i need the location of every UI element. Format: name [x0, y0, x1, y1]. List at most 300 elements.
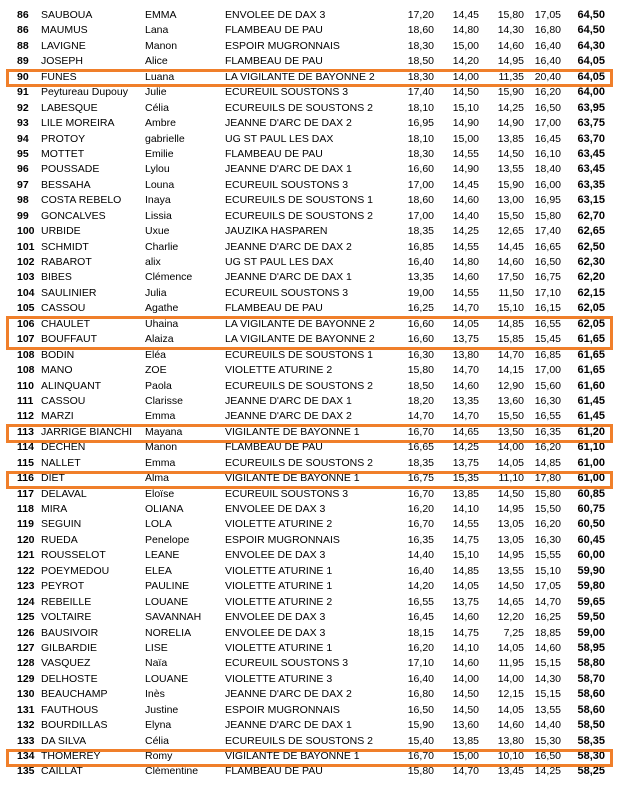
table-row — [0, 116, 617, 131]
cell-first: Clarisse — [145, 394, 183, 407]
cell-s2: 14,50 — [452, 703, 479, 716]
cell-s1: 14,40 — [407, 549, 434, 562]
cell-s4: 16,65 — [534, 240, 561, 253]
cell-club: ECUREUILS DE SOUSTONS 2 — [225, 209, 374, 222]
cell-total: 62,30 — [577, 256, 605, 268]
cell-club: LA VIGILANTE DE BAYONNE 2 — [225, 70, 375, 83]
cell-club: VIGILANTE DE BAYONNE 1 — [225, 750, 360, 762]
cell-s1: 16,25 — [407, 302, 434, 315]
cell-s1: 16,35 — [407, 533, 434, 546]
cell-total: 60,85 — [577, 487, 605, 500]
cell-s3: 13,55 — [497, 564, 524, 577]
cell-s2: 14,05 — [452, 317, 479, 330]
cell-total: 58,30 — [577, 750, 605, 762]
cell-total: 61,00 — [577, 456, 605, 469]
cell-last: NALLET — [41, 456, 81, 469]
cell-last: SAUBOUA — [41, 9, 93, 21]
cell-s4: 16,50 — [534, 101, 561, 114]
cell-total: 59,65 — [577, 595, 605, 608]
cell-club: ESPOIR MUGRONNAIS — [225, 39, 340, 52]
cell-s1: 18,20 — [407, 394, 434, 407]
cell-s3: 13,50 — [497, 425, 524, 438]
table-row — [0, 703, 617, 718]
cell-s4: 14,40 — [534, 719, 561, 732]
cell-rank: 96 — [17, 163, 29, 176]
cell-s3: 14,95 — [497, 503, 524, 515]
cell-last: ROUSSELOT — [41, 549, 106, 562]
cell-first: Emma — [145, 410, 176, 423]
table-row — [0, 672, 617, 687]
cell-first: Uhaina — [145, 317, 179, 330]
cell-s2: 15,10 — [452, 549, 479, 562]
cell-total: 59,90 — [577, 564, 605, 577]
cell-last: URBIDE — [41, 225, 81, 238]
cell-total: 63,75 — [577, 117, 605, 130]
cell-total: 61,65 — [577, 364, 605, 377]
cell-s3: 7,25 — [503, 626, 524, 639]
table-row — [0, 317, 617, 332]
cell-s3: 12,15 — [497, 688, 524, 701]
cell-s2: 14,45 — [452, 9, 479, 21]
cell-s2: 13,85 — [452, 734, 479, 747]
cell-s3: 14,05 — [497, 456, 524, 469]
cell-club: ECUREUIL SOUSTONS 3 — [225, 657, 349, 670]
cell-last: DELAVAL — [41, 487, 87, 500]
table-row — [0, 255, 617, 270]
cell-s1: 16,60 — [407, 163, 434, 176]
table-row — [0, 656, 617, 671]
cell-last: LILE MOREIRA — [41, 117, 115, 130]
cell-s3: 14,05 — [497, 641, 524, 654]
cell-s2: 15,00 — [452, 39, 479, 52]
cell-total: 61,65 — [577, 348, 605, 361]
cell-s1: 15,90 — [407, 719, 434, 732]
cell-s2: 14,90 — [452, 163, 479, 176]
table-row — [0, 332, 617, 347]
cell-s3: 14,60 — [497, 39, 524, 52]
cell-total: 60,75 — [577, 503, 605, 515]
cell-s2: 14,90 — [452, 117, 479, 130]
cell-total: 58,60 — [577, 703, 605, 716]
cell-club: ESPOIR MUGRONNAIS — [225, 703, 340, 716]
cell-last: CASSOU — [41, 394, 86, 407]
cell-total: 60,45 — [577, 533, 605, 546]
cell-s4: 20,40 — [534, 70, 561, 83]
cell-last: GILBARDIE — [41, 641, 98, 654]
table-row — [0, 425, 617, 440]
cell-rank: 131 — [17, 703, 35, 716]
cell-s3: 13,45 — [497, 765, 524, 778]
table-row — [0, 471, 617, 486]
cell-s1: 16,20 — [407, 503, 434, 515]
cell-s3: 14,90 — [497, 117, 524, 130]
cell-last: BODIN — [41, 348, 75, 361]
cell-s1: 18,30 — [407, 39, 434, 52]
cell-s4: 18,85 — [534, 626, 561, 639]
cell-last: COSTA REBELO — [41, 194, 122, 207]
cell-first: Mayana — [145, 425, 183, 438]
cell-total: 59,00 — [577, 626, 605, 639]
cell-club: ENVOLEE DE DAX 3 — [225, 626, 326, 639]
table-row — [0, 70, 617, 85]
cell-last: VOLTAIRE — [41, 611, 92, 624]
cell-s1: 16,85 — [407, 240, 434, 253]
cell-club: ECUREUIL SOUSTONS 3 — [225, 487, 349, 500]
cell-rank: 114 — [17, 441, 34, 454]
cell-first: Inès — [145, 688, 165, 701]
cell-s4: 14,70 — [534, 595, 561, 608]
cell-s3: 13,00 — [497, 194, 524, 207]
cell-total: 60,00 — [577, 549, 605, 562]
cell-s3: 13,80 — [497, 734, 524, 747]
cell-s1: 14,70 — [407, 410, 434, 423]
cell-s2: 14,60 — [452, 611, 479, 624]
cell-club: ECUREUILS DE SOUSTONS 2 — [225, 734, 374, 747]
cell-last: POEYMEDOU — [41, 564, 110, 577]
table-row — [0, 85, 617, 100]
cell-rank: 94 — [17, 132, 29, 145]
cell-club: VIOLETTE ATURINE 1 — [225, 641, 333, 654]
cell-s2: 14,05 — [452, 580, 479, 593]
table-row — [0, 687, 617, 702]
table-row — [0, 209, 617, 224]
cell-total: 63,45 — [577, 147, 605, 160]
cell-club: ENVOLEE DE DAX 3 — [225, 503, 326, 515]
cell-s2: 14,10 — [452, 503, 479, 515]
cell-rank: 124 — [17, 595, 35, 608]
cell-rank: 135 — [17, 765, 35, 778]
cell-s3: 14,95 — [497, 55, 524, 68]
cell-rank: 88 — [17, 39, 29, 52]
cell-last: MARZI — [41, 410, 74, 423]
cell-first: Elyna — [145, 719, 172, 732]
table-row — [0, 193, 617, 208]
cell-s3: 14,60 — [497, 256, 524, 268]
cell-s4: 16,75 — [534, 271, 561, 284]
cell-first: Agathe — [145, 302, 179, 315]
cell-s3: 14,00 — [497, 441, 524, 454]
cell-last: PROTOY — [41, 132, 86, 145]
cell-first: Alaiza — [145, 333, 174, 346]
cell-s3: 15,50 — [497, 410, 524, 423]
table-row — [0, 379, 617, 394]
cell-rank: 99 — [17, 209, 29, 222]
cell-s4: 15,10 — [534, 564, 561, 577]
cell-total: 63,45 — [577, 163, 605, 176]
cell-total: 61,45 — [577, 394, 605, 407]
cell-s2: 14,20 — [452, 55, 479, 68]
cell-last: LAVIGNE — [41, 39, 86, 52]
cell-club: JEANNE D'ARC DE DAX 2 — [225, 410, 352, 423]
cell-s1: 16,70 — [407, 425, 434, 438]
cell-last: Peytureau Dupouy — [41, 86, 128, 99]
cell-total: 58,70 — [577, 672, 605, 685]
table-row — [0, 147, 617, 162]
cell-rank: 115 — [17, 456, 34, 469]
cell-rank: 92 — [17, 101, 29, 114]
cell-last: SCHMIDT — [41, 240, 89, 253]
table-row — [0, 363, 617, 378]
cell-s4: 14,60 — [534, 641, 561, 654]
cell-club: ENVOLEE DE DAX 3 — [225, 9, 326, 21]
cell-s2: 14,80 — [452, 256, 479, 268]
cell-s1: 16,20 — [407, 641, 434, 654]
cell-s1: 16,55 — [407, 595, 434, 608]
cell-rank: 105 — [17, 302, 35, 315]
cell-rank: 89 — [17, 55, 29, 68]
cell-s2: 14,60 — [452, 271, 479, 284]
cell-s4: 16,20 — [534, 86, 561, 99]
table-row — [0, 286, 617, 301]
cell-s3: 14,00 — [497, 672, 524, 685]
cell-s3: 13,05 — [497, 518, 524, 531]
cell-rank: 95 — [17, 147, 29, 160]
cell-first: Uxue — [145, 225, 170, 238]
table-row — [0, 517, 617, 532]
cell-club: FLAMBEAU DE PAU — [225, 24, 323, 37]
cell-total: 64,30 — [577, 39, 605, 52]
cell-s1: 16,60 — [407, 333, 434, 346]
cell-s3: 17,50 — [497, 271, 524, 284]
cell-last: MAUMUS — [41, 24, 88, 37]
cell-s1: 18,10 — [407, 101, 434, 114]
cell-first: Lissia — [145, 209, 172, 222]
cell-last: MOTTET — [41, 147, 85, 160]
table-row — [0, 224, 617, 239]
cell-last: BAUSIVOIR — [41, 626, 99, 639]
cell-s3: 14,50 — [497, 580, 524, 593]
cell-club: JEANNE D'ARC DE DAX 2 — [225, 688, 352, 701]
cell-s3: 10,10 — [497, 750, 524, 762]
cell-s1: 15,40 — [407, 734, 434, 747]
cell-s2: 13,80 — [452, 348, 479, 361]
cell-s1: 17,40 — [407, 86, 434, 99]
cell-s4: 14,25 — [534, 765, 561, 778]
table-row — [0, 548, 617, 563]
cell-last: DECHEN — [41, 441, 86, 454]
cell-last: CHAULET — [41, 317, 91, 330]
cell-rank: 102 — [17, 256, 35, 268]
cell-s1: 15,80 — [407, 364, 434, 377]
cell-s4: 16,95 — [534, 194, 561, 207]
cell-s2: 14,25 — [452, 225, 479, 238]
table-row — [0, 301, 617, 316]
cell-s1: 13,35 — [407, 271, 434, 284]
cell-first: Louna — [145, 178, 175, 191]
cell-rank: 123 — [17, 580, 35, 593]
cell-last: FUNES — [41, 70, 77, 83]
table-row — [0, 348, 617, 363]
cell-s4: 16,00 — [534, 178, 561, 191]
cell-s1: 16,70 — [407, 750, 434, 762]
cell-first: Charlie — [145, 240, 179, 253]
cell-rank: 133 — [17, 734, 35, 747]
cell-total: 58,35 — [577, 734, 605, 747]
cell-s4: 16,15 — [534, 302, 561, 315]
table-row — [0, 132, 617, 147]
cell-rank: 125 — [17, 611, 35, 624]
cell-first: LOLA — [145, 518, 172, 531]
cell-first: Lylou — [145, 163, 170, 176]
cell-s4: 16,20 — [534, 441, 561, 454]
cell-s1: 18,15 — [407, 626, 434, 639]
cell-rank: 128 — [17, 657, 35, 670]
cell-rank: 119 — [17, 518, 34, 531]
cell-first: Penelope — [145, 533, 190, 546]
cell-first: LOUANE — [145, 672, 189, 685]
cell-total: 64,00 — [577, 86, 605, 99]
cell-total: 61,10 — [577, 441, 605, 454]
cell-s2: 14,70 — [452, 410, 479, 423]
cell-s2: 14,50 — [452, 688, 479, 701]
cell-s3: 13,05 — [497, 533, 524, 546]
cell-rank: 107 — [17, 333, 35, 346]
cell-last: REBEILLE — [41, 595, 92, 608]
cell-rank: 90 — [17, 70, 29, 83]
cell-club: ECUREUILS DE SOUSTONS 2 — [225, 456, 374, 469]
cell-first: PAULINE — [145, 580, 190, 593]
cell-s2: 14,10 — [452, 641, 479, 654]
table-row — [0, 595, 617, 610]
cell-total: 62,05 — [577, 302, 605, 315]
cell-last: BOUFFAUT — [41, 333, 98, 346]
cell-total: 59,50 — [577, 611, 605, 624]
cell-total: 59,80 — [577, 580, 605, 593]
table-row — [0, 456, 617, 471]
cell-s4: 16,25 — [534, 611, 561, 624]
cell-rank: 91 — [17, 86, 29, 99]
cell-first: Naïa — [145, 657, 168, 670]
cell-first: LEANE — [145, 549, 180, 562]
cell-rank: 113 — [17, 425, 34, 438]
cell-s4: 18,40 — [534, 163, 561, 176]
cell-total: 61,45 — [577, 410, 605, 423]
cell-first: alix — [145, 256, 161, 268]
cell-s3: 13,55 — [497, 163, 524, 176]
table-row — [0, 8, 617, 23]
cell-first: NORELIA — [145, 626, 192, 639]
cell-s3: 11,35 — [498, 70, 524, 83]
cell-club: JEANNE D'ARC DE DAX 1 — [225, 163, 352, 176]
cell-s3: 14,05 — [497, 703, 524, 716]
cell-last: RUEDA — [41, 533, 78, 546]
cell-total: 62,05 — [577, 317, 605, 330]
cell-first: Alma — [145, 472, 169, 485]
cell-first: gabrielle — [145, 132, 185, 145]
cell-s2: 15,00 — [452, 750, 479, 762]
cell-s1: 17,20 — [407, 9, 434, 21]
cell-s2: 13,75 — [452, 595, 479, 608]
cell-s3: 13,85 — [497, 132, 524, 145]
cell-s2: 13,75 — [452, 456, 479, 469]
cell-total: 60,50 — [577, 518, 605, 531]
cell-s1: 16,95 — [407, 117, 434, 130]
cell-total: 64,05 — [577, 55, 605, 68]
cell-s1: 16,80 — [407, 688, 434, 701]
cell-rank: 110 — [17, 379, 34, 392]
cell-s2: 13,75 — [452, 333, 479, 346]
cell-club: UG ST PAUL LES DAX — [225, 132, 334, 145]
cell-s3: 15,90 — [497, 178, 524, 191]
cell-first: Julie — [145, 86, 167, 99]
cell-s3: 14,50 — [497, 487, 524, 500]
cell-s1: 18,50 — [407, 55, 434, 68]
cell-first: Ambre — [145, 117, 176, 130]
cell-s2: 14,60 — [452, 194, 479, 207]
cell-rank: 134 — [17, 750, 35, 762]
cell-last: RABAROT — [41, 256, 92, 268]
cell-s4: 16,80 — [534, 24, 561, 37]
cell-s1: 16,40 — [407, 256, 434, 268]
cell-s2: 14,55 — [452, 286, 479, 299]
cell-first: Lana — [145, 24, 169, 37]
cell-s2: 14,00 — [452, 70, 479, 83]
cell-s3: 12,65 — [497, 225, 524, 238]
table-row — [0, 626, 617, 641]
cell-s1: 16,50 — [407, 703, 434, 716]
cell-s3: 11,10 — [498, 472, 524, 485]
cell-last: MIRA — [41, 503, 68, 515]
cell-total: 61,60 — [577, 379, 605, 392]
cell-s2: 14,55 — [452, 147, 479, 160]
cell-s4: 15,15 — [534, 657, 561, 670]
cell-rank: 120 — [17, 533, 35, 546]
table-row — [0, 23, 617, 38]
cell-club: VIOLETTE ATURINE 2 — [225, 518, 333, 531]
cell-rank: 101 — [17, 240, 35, 253]
cell-first: Inaya — [145, 194, 171, 207]
cell-s1: 15,80 — [407, 765, 434, 778]
table-row — [0, 240, 617, 255]
cell-s4: 15,50 — [534, 503, 561, 515]
cell-first: Manon — [145, 39, 178, 52]
cell-rank: 100 — [17, 225, 35, 238]
cell-s1: 18,30 — [407, 70, 434, 83]
cell-s4: 17,00 — [534, 117, 561, 130]
cell-s4: 17,00 — [534, 364, 561, 377]
cell-rank: 108 — [17, 364, 35, 377]
cell-club: ECUREUILS DE SOUSTONS 1 — [225, 348, 374, 361]
cell-first: SAVANNAH — [145, 611, 202, 624]
table-row — [0, 39, 617, 54]
cell-club: ESPOIR MUGRONNAIS — [225, 533, 340, 546]
cell-last: DIET — [41, 472, 65, 485]
cell-s1: 16,70 — [407, 487, 434, 500]
cell-s4: 16,45 — [534, 132, 561, 145]
table-row — [0, 734, 617, 749]
cell-s3: 12,90 — [497, 379, 524, 392]
table-row — [0, 409, 617, 424]
cell-s2: 14,45 — [452, 178, 479, 191]
cell-s3: 12,20 — [497, 611, 524, 624]
cell-first: ZOE — [145, 364, 167, 377]
cell-last: GONCALVES — [41, 209, 106, 222]
cell-last: BESSAHA — [41, 178, 91, 191]
cell-s4: 16,35 — [534, 425, 561, 438]
cell-last: PEYROT — [41, 580, 85, 593]
cell-total: 62,65 — [577, 225, 605, 238]
cell-last: FAUTHOUS — [41, 703, 99, 716]
cell-first: Luana — [145, 70, 175, 83]
cell-last: JARRIGE BIANCHI — [41, 425, 133, 438]
cell-club: ENVOLEE DE DAX 3 — [225, 549, 326, 562]
cell-s1: 18,35 — [407, 225, 434, 238]
cell-last: SAULINIER — [41, 286, 97, 299]
cell-rank: 121 — [17, 549, 35, 562]
cell-last: LABESQUE — [41, 101, 98, 114]
cell-club: VIOLETTE ATURINE 3 — [225, 672, 333, 685]
cell-s1: 18,50 — [407, 379, 434, 392]
